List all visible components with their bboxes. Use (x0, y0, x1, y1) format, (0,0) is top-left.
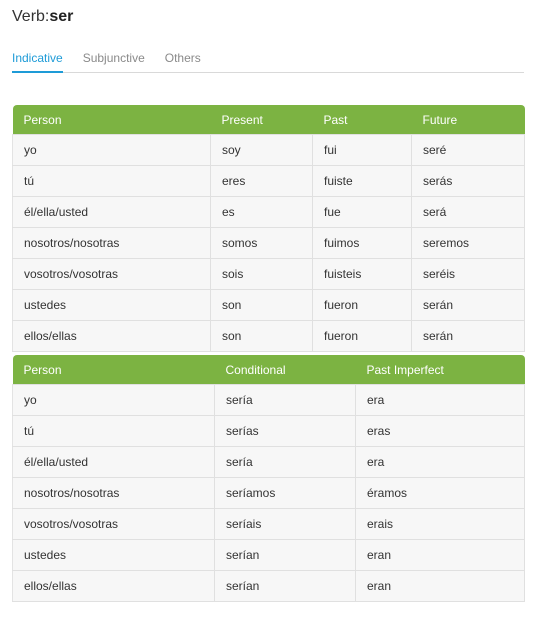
conditional-cell: seríamos (215, 478, 356, 509)
person-cell: ustedes (13, 540, 215, 571)
person-cell: vosotros/vosotras (13, 259, 211, 290)
table-header-row (13, 355, 525, 385)
present-cell: eres (211, 166, 313, 197)
table-row (13, 478, 525, 509)
person-cell: vosotros/vosotras (13, 509, 215, 540)
person-cell: nosotros/nosotras (13, 228, 211, 259)
future-cell: serán (412, 321, 525, 352)
table-row (13, 571, 525, 602)
verb-name: ser (49, 8, 74, 25)
table-row (13, 259, 525, 290)
table-row (13, 509, 525, 540)
person-cell: ellos/ellas (13, 321, 211, 352)
table-row (13, 228, 525, 259)
past-imperfect-cell: era (356, 385, 525, 416)
conditional-cell: seríais (215, 509, 356, 540)
column-header: Person (23, 362, 62, 377)
future-cell: será (412, 197, 525, 228)
past-cell: fuisteis (313, 259, 412, 290)
past-imperfect-cell: eran (356, 540, 525, 571)
future-cell: seré (412, 135, 525, 166)
table-row (13, 447, 525, 478)
present-cell: sois (211, 259, 313, 290)
page-title (12, 8, 73, 26)
person-cell: tú (13, 166, 211, 197)
title-prefix: Verb: (12, 8, 50, 25)
future-cell: serás (412, 166, 525, 197)
future-cell: seremos (412, 228, 525, 259)
past-cell: fueron (313, 321, 412, 352)
person-cell: yo (13, 135, 211, 166)
tab-subjunctive[interactable]: Subjunctive (82, 51, 145, 65)
past-imperfect-cell: eran (356, 571, 525, 602)
present-cell: es (211, 197, 313, 228)
past-imperfect-cell: erais (356, 509, 525, 540)
mood-tabs (12, 49, 524, 73)
past-imperfect-cell: era (356, 447, 525, 478)
table-row (13, 540, 525, 571)
conditional-cell: serían (215, 571, 356, 602)
column-header: Conditional (225, 362, 286, 377)
person-cell: él/ella/usted (13, 447, 215, 478)
past-cell: fuimos (313, 228, 412, 259)
person-cell: ustedes (13, 290, 211, 321)
present-cell: soy (211, 135, 313, 166)
past-cell: fueron (313, 290, 412, 321)
person-cell: ellos/ellas (13, 571, 215, 602)
conditional-cell: sería (215, 447, 356, 478)
table-header-row (13, 105, 525, 135)
column-header: Past Imperfect (366, 362, 444, 377)
table-row (13, 385, 525, 416)
person-cell: él/ella/usted (13, 197, 211, 228)
table-row (13, 197, 525, 228)
column-header: Present (221, 112, 263, 127)
tab-indicative[interactable]: Indicative (12, 49, 63, 72)
past-imperfect-cell: eras (356, 416, 525, 447)
column-header: Person (23, 112, 62, 127)
conjugation-table-indicative (12, 105, 525, 352)
conjugation-table-conditional (12, 355, 525, 602)
column-header: Future (422, 112, 458, 127)
conditional-cell: serías (215, 416, 356, 447)
conditional-cell: sería (215, 385, 356, 416)
past-imperfect-cell: éramos (356, 478, 525, 509)
person-cell: tú (13, 416, 215, 447)
present-cell: son (211, 321, 313, 352)
tab-others[interactable]: Others (164, 51, 201, 65)
present-cell: son (211, 290, 313, 321)
table-row (13, 166, 525, 197)
person-cell: nosotros/nosotras (13, 478, 215, 509)
table-row (13, 135, 525, 166)
person-cell: yo (13, 385, 215, 416)
past-cell: fue (313, 197, 412, 228)
table-row (13, 290, 525, 321)
past-cell: fui (313, 135, 412, 166)
future-cell: seréis (412, 259, 525, 290)
present-cell: somos (211, 228, 313, 259)
past-cell: fuiste (313, 166, 412, 197)
column-header: Past (323, 112, 348, 127)
conditional-cell: serían (215, 540, 356, 571)
table-row (13, 416, 525, 447)
future-cell: serán (412, 290, 525, 321)
table-row (13, 321, 525, 352)
